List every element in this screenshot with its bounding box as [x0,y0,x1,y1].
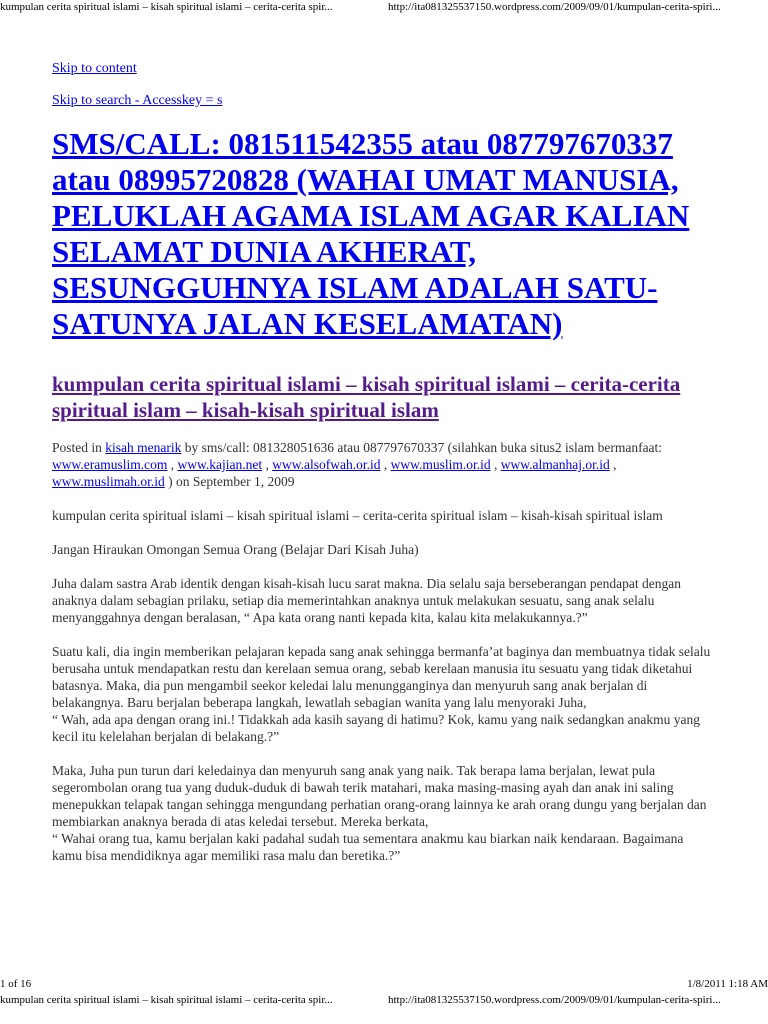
author-text: by sms/call: 081328051636 atau 087797670337 (silahkan buka situs2 islam bermanfaat: [181,440,663,455]
link-muslimah[interactable]: www.muslimah.or.id [52,474,165,489]
link-muslim[interactable]: www.muslim.or.id [390,457,491,472]
post-title [52,371,714,423]
posted-in-label: Posted in [52,440,106,455]
link-almanhaj[interactable]: www.almanhaj.or.id [500,457,610,472]
paragraph: Suatu kali, dia ingin memberikan pelajaran kepada sang anak sehingga bermanfa’at baginya dan membuatnya tidak selalu berusaha untuk mendapatkan restu dan kerelaan semua orang, sebab kerelaan manusia itu sesuatu yang tidak diketahui batasnya. Maka, dia pun mengambil seekor keledai lalu menungganginya dan menyuruh sang anak berjalan di belakangnya. Baru berjalan beberapa langkah, lewatlah sebagian wanita yang lalu menyoraki Juha, [52,644,711,710]
post-meta [52,439,714,490]
separator: , [490,457,501,472]
print-footer-title: kumpulan cerita spiritual islami – kisah spiritual islami – cerita-cerita spir... [0,994,333,1006]
paragraph: Juha dalam sastra Arab identik dengan kisah-kisah lucu sarat makna. Dia selalu saja berseberangan pendapat dengan anaknya dalam sebagian prilaku, setiap dia memerintahkan anaknya untuk melakukan sesuatu, sang anak selalu menyanggahnya dengan beralasan, “ Apa kata orang nanti kepada kita, kalau kita melakukannya.?” [52,576,682,625]
link-alsofwah[interactable]: www.alsofwah.or.id [272,457,381,472]
page-content [52,59,714,864]
skip-to-search-link[interactable]: Skip to search - Accesskey = s [52,93,223,108]
paragraph: “ Wahai orang tua, kamu berjalan kaki padahal sudah tua sementara anakmu kau biarkan naik kendaraan. Bagaimana kamu bisa mendidiknya agar memiliki rasa malu dan beretika.?” [52,831,684,863]
print-datetime: 1/8/2011 1:18 AM [687,978,768,990]
separator: , [380,457,391,472]
site-title-link[interactable]: SMS/CALL: 081511542355 atau 087797670337 atau 08995720828 (WAHAI UMAT MANUSIA, PELUKLAH AGAMA ISLAM AGAR KALIAN SELAMAT DUNIA AKHERAT, SESUNGGUHNYA ISLAM ADALAH SATU-SATUNYA JALAN KESELAMATAN) [52,126,690,341]
page-count: 1 of 16 [0,978,32,990]
paragraph: Maka, Juha pun turun dari keledainya dan menyuruh sang anak yang naik. Tak berapa lama berjalan, lewat pula segerombolan orang tua yang duduk-duduk di bawah terik matahari, maka masing-masing ayah dan anak ini saling menepukkan telapak tangan sehingga mengundang perhatian orang-orang lainnya ke arah orang dungu yang berjalan dan membiarkan anaknya berada di atas keledai tersebut. Mereka berkata, [52,763,707,829]
post-title-link[interactable]: kumpulan cerita spiritual islami – kisah spiritual islami – cerita-cerita spiritual islam – kisah-kisah spiritual islam [52,372,681,422]
separator: , [262,457,273,472]
site-title [52,126,714,342]
skip-to-content-link[interactable]: Skip to content [52,61,137,76]
separator: , [609,457,617,472]
separator: , [167,457,178,472]
print-header-url: http://ita081325537150.wordpress.com/2009/09/01/kumpulan-cerita-spiri... [388,1,721,13]
print-footer-url: http://ita081325537150.wordpress.com/2009/09/01/kumpulan-cerita-spiri... [388,994,721,1006]
post-date-text: ) on September 1, 2009 [164,474,295,489]
story-subtitle: Jangan Hiraukan Omongan Semua Orang (Belajar Dari Kisah Juha) [52,542,419,557]
paragraph: “ Wah, ada apa dengan orang ini.! Tidakkah ada kasih sayang di hatimu? Kok, kamu yang naik sedangkan anakmu yang kecil itu kelelahan berjalan di belakang.?” [52,712,700,744]
link-eramuslim[interactable]: www.eramuslim.com [52,457,168,472]
post-intro: kumpulan cerita spiritual islami – kisah spiritual islami – cerita-cerita spiritual islam – kisah-kisah spiritual islam [52,508,663,523]
category-link[interactable]: kisah menarik [105,440,182,455]
link-kajian[interactable]: www.kajian.net [177,457,263,472]
print-header-title: kumpulan cerita spiritual islami – kisah spiritual islami – cerita-cerita spir... [0,1,333,13]
